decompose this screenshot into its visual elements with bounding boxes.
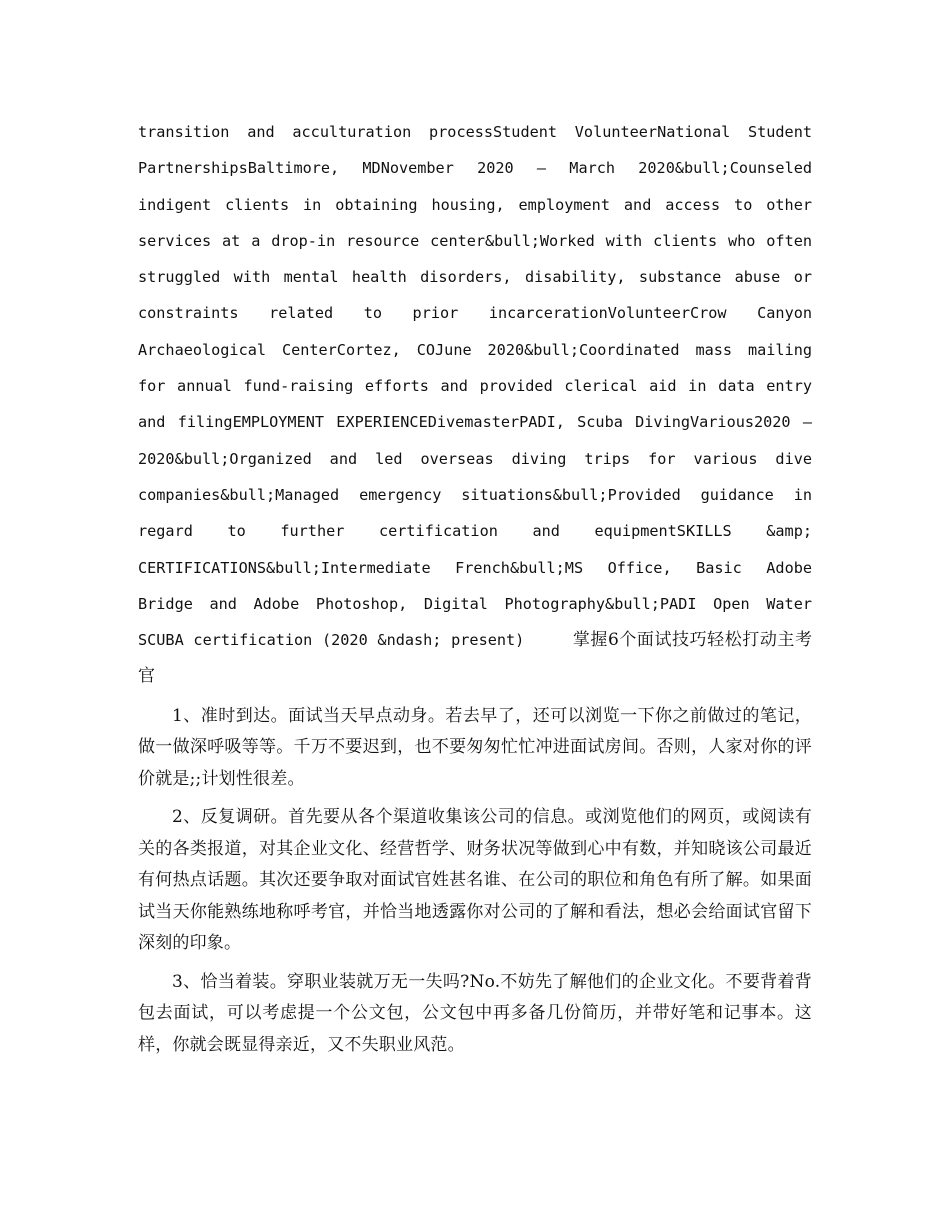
article-title: 掌握6个面试技巧轻松打动主考官 xyxy=(138,630,812,687)
document-page xyxy=(138,114,812,1061)
paragraph-1: 1、准时到达。面试当天早点动身。若去早了，还可以浏览一下你之前做过的笔记，做一做深呼吸等等。千万不要迟到，也不要匆匆忙忙冲进面试房间。否则，人家对你的评价就是;;计划性很差。 xyxy=(138,705,812,789)
paragraph-2: 2、反复调研。首先要从各个渠道收集该公司的信息。或浏览他们的网页，或阅读有关的各类报道，对其企业文化、经营哲学、财务状况等做到心中有数，并知晓该公司最近有何热点话题。其次还要争取对面试官姓甚名谁、在公司的职位和角色有所了解。如果面试当天你能熟练地称呼考官，并恰当地透露你对公司的了解和看法，想必会给面试官留下深刻的印象。 xyxy=(138,807,812,954)
resume-english-text: transition and acculturation processStudent VolunteerNational Student PartnershipsBaltimore, MDNovember 2020 – March 2020&bull;Counseled indigent clients in obtaining housing, employment and access to other services at a drop-in resource center&bull;Worked with clients who often struggled with mental health disorders, disability, substance abuse or constraints related to prior incarcerationVolunteerCrow Canyon Archaeological CenterCortez, COJune 2020&bull;Coordinated mass mailing for annual fund-raising efforts and provided clerical aid in data entry and filingEMPLOYMENT EXPERIENCEDivemasterPADI, Scuba DivingVarious2020 – 2020&bull;Organized and led overseas diving trips for various dive companies&bull;Managed emergency situations&bull;Provided guidance in regard to further certification and equipmentSKILLS &amp; CERTIFICATIONS&bull;Intermediate French&bull;MS Office, Basic Adobe Bridge and Adobe Photoshop, Digital Photography&bull;PADI Open Water SCUBA certification (2020 &ndash; present) xyxy=(138,123,812,650)
resume-text-block xyxy=(138,114,812,695)
paragraph-3: 3、恰当着装。穿职业装就万无一失吗?No.不妨先了解他们的企业文化。不要背着背包去面试，可以考虑提一个公文包，公文包中再多备几份简历，并带好笔和记事本。这样，你就会既显得亲近，又不失职业风范。 xyxy=(138,971,812,1055)
